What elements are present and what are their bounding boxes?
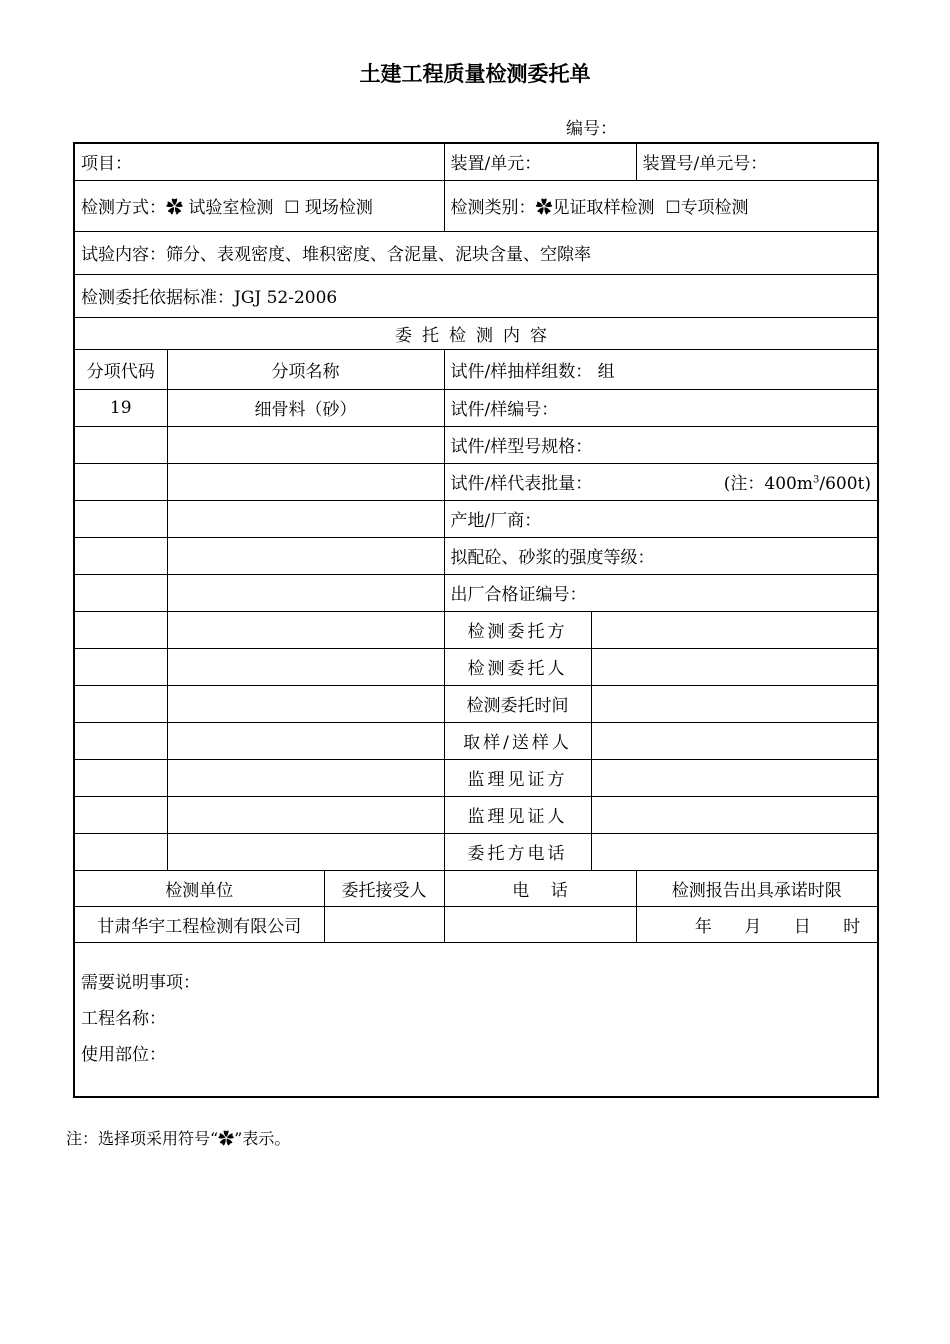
client-row-label: 取样/送样人 [444, 722, 591, 759]
client-row-value[interactable] [591, 611, 878, 648]
test-type-field [444, 180, 878, 231]
item-code-cell[interactable] [74, 833, 167, 870]
certificate-number-field[interactable]: 出厂合格证编号： [444, 574, 878, 611]
item-code-header: 分项代码 [74, 349, 167, 389]
client-row-label: 监理见证方 [444, 759, 591, 796]
client-row-value[interactable] [591, 796, 878, 833]
table-row [74, 537, 878, 574]
test-content-row [74, 231, 878, 274]
sample-spec-field[interactable]: 试件/样型号规格： [444, 426, 878, 463]
item-name-cell[interactable]: 细骨料（砂） [167, 389, 444, 426]
item-name-cell[interactable] [167, 685, 444, 722]
project-row [74, 143, 878, 180]
lab-name: 甘肃华宇工程检测有限公司 [74, 906, 324, 942]
day-label: 日 [793, 916, 811, 937]
batch-field[interactable] [444, 463, 878, 500]
commission-form-table [73, 142, 879, 1098]
unit-number-field[interactable]: 装置号/单元号： [636, 143, 878, 180]
type-witness-option[interactable]: 见证取样检测 [552, 198, 655, 218]
client-row-label: 检测委托方 [444, 611, 591, 648]
type-special-option[interactable]: 专项检测 [680, 198, 749, 218]
item-code-cell[interactable] [74, 648, 167, 685]
standard-field: 检测委托依据标准：JGJ 52-2006 [74, 274, 878, 317]
year-label: 年 [694, 916, 712, 937]
deadline-field[interactable] [636, 906, 878, 942]
phone-field[interactable] [444, 906, 636, 942]
column-header-row [74, 349, 878, 389]
section-header-row [74, 317, 878, 349]
serial-number-label: 编号： [566, 119, 617, 139]
client-row-label: 委托方电话 [444, 833, 591, 870]
table-row [74, 722, 878, 759]
project-name-label: 工程名称： [81, 1009, 166, 1030]
table-row [74, 796, 878, 833]
item-name-header: 分项名称 [167, 349, 444, 389]
bottom-value-row [74, 906, 878, 942]
client-row-value[interactable] [591, 648, 878, 685]
month-label: 月 [744, 916, 762, 937]
item-name-cell[interactable] [167, 463, 444, 500]
item-name-cell[interactable] [167, 648, 444, 685]
sample-groups-field[interactable]: 试件/样抽样组数： 组 [444, 349, 878, 389]
table-row [74, 500, 878, 537]
item-name-cell[interactable] [167, 759, 444, 796]
checkbox-icon[interactable]: ☐ [665, 198, 681, 218]
item-name-cell[interactable] [167, 426, 444, 463]
table-row [74, 759, 878, 796]
batch-note: (注：$400m^3/600t$) [723, 474, 872, 494]
client-row-value[interactable] [591, 759, 878, 796]
item-code-cell[interactable] [74, 500, 167, 537]
item-name-cell[interactable] [167, 722, 444, 759]
standard-row [74, 274, 878, 317]
hour-label: 时 [843, 916, 861, 937]
remarks-label: 需要说明事项： [81, 973, 200, 994]
location-label: 使用部位： [81, 1045, 166, 1066]
item-name-cell[interactable] [167, 796, 444, 833]
checkbox-icon[interactable]: ☐ [284, 198, 300, 218]
table-row [74, 574, 878, 611]
test-method-field [74, 180, 444, 231]
test-type-label: 检测类别： [450, 198, 536, 218]
client-row-label: 检测委托时间 [444, 685, 591, 722]
table-row [74, 426, 878, 463]
method-field-option[interactable]: 现场检测 [304, 198, 373, 218]
method-lab-option[interactable]: 试验室检测 [188, 198, 274, 218]
selected-mark-icon[interactable]: ✿ [166, 198, 183, 218]
notes-row [74, 942, 878, 1097]
table-row [74, 389, 878, 426]
phone-header: 电 话 [444, 870, 636, 906]
footer-note: 注：选择项采用符号“✿”表示。 [66, 1129, 291, 1148]
notes-field[interactable] [74, 942, 878, 1097]
project-field[interactable]: 项目： [74, 143, 444, 180]
item-code-cell[interactable] [74, 463, 167, 500]
item-name-cell[interactable] [167, 500, 444, 537]
method-row [74, 180, 878, 231]
item-code-cell[interactable] [74, 574, 167, 611]
test-method-label: 检测方式： [81, 198, 166, 218]
sample-number-field[interactable]: 试件/样编号： [444, 389, 878, 426]
item-code-cell[interactable]: 19 [74, 389, 167, 426]
batch-label: 试件/样代表批量： [450, 474, 593, 494]
receiver-header: 委托接受人 [324, 870, 444, 906]
receiver-field[interactable] [324, 906, 444, 942]
client-row-label: 监理见证人 [444, 796, 591, 833]
item-code-cell[interactable] [74, 796, 167, 833]
page-title: 土建工程质量检测委托单 [359, 62, 591, 86]
table-row [74, 648, 878, 685]
client-row-label: 检测委托人 [444, 648, 591, 685]
client-row-value[interactable] [591, 722, 878, 759]
item-code-cell[interactable] [74, 537, 167, 574]
item-name-cell[interactable] [167, 574, 444, 611]
item-name-cell[interactable] [167, 611, 444, 648]
item-code-cell[interactable] [74, 722, 167, 759]
test-content-field: 试验内容：筛分、表观密度、堆积密度、含泥量、泥块含量、空隙率 [74, 231, 878, 274]
table-row [74, 611, 878, 648]
deadline-header: 检测报告出具承诺时限 [636, 870, 878, 906]
unit-field[interactable]: 装置/单元： [444, 143, 636, 180]
origin-field[interactable]: 产地/厂商： [444, 500, 878, 537]
bottom-header-row [74, 870, 878, 906]
selected-mark-icon[interactable]: ✿ [535, 198, 553, 218]
lab-header: 检测单位 [74, 870, 324, 906]
item-name-cell[interactable] [167, 833, 444, 870]
strength-grade-field[interactable]: 拟配砼、砂浆的强度等级： [444, 537, 878, 574]
item-code-cell[interactable] [74, 611, 167, 648]
item-code-cell[interactable] [74, 426, 167, 463]
section-header: 委托检测内容 [74, 317, 878, 349]
table-row [74, 463, 878, 500]
client-row-value[interactable] [591, 833, 878, 870]
item-name-cell[interactable] [167, 537, 444, 574]
table-row [74, 833, 878, 870]
client-row-value[interactable] [591, 685, 878, 722]
item-code-cell[interactable] [74, 685, 167, 722]
table-row [74, 685, 878, 722]
item-code-cell[interactable] [74, 759, 167, 796]
